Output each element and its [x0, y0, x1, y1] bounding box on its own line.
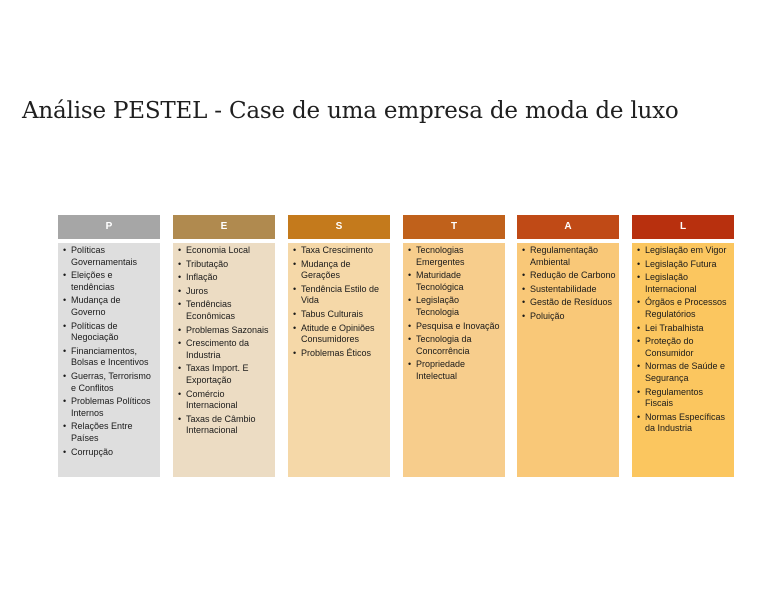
- page-title: Análise PESTEL - Case de uma empresa de moda de luxo: [22, 98, 679, 124]
- list-item: • Financiamentos, Bolsas e Incentivos: [63, 346, 157, 369]
- list-item: • Eleições e tendências: [63, 270, 157, 293]
- column-body-t: [403, 243, 505, 477]
- list-item: • Lei Trabalhista: [637, 323, 731, 335]
- list-item: • Normas Específicas da Industria: [637, 412, 731, 435]
- list-item: • Tecnologias Emergentes: [408, 245, 502, 268]
- list-item: • Sustentabilidade: [522, 284, 616, 296]
- column-header-p: P: [58, 215, 160, 239]
- list-item: • Taxa Crescimento: [293, 245, 387, 257]
- list-item: • Tabus Culturais: [293, 309, 387, 321]
- column-body-a: [517, 243, 619, 477]
- list-item: • Problemas Éticos: [293, 348, 387, 360]
- list-item: • Crescimento da Industria: [178, 338, 272, 361]
- column-body-s: [288, 243, 390, 477]
- pestel-column-social: [288, 215, 390, 478]
- column-body-l: [632, 243, 734, 477]
- list-item: • Proteção do Consumidor: [637, 336, 731, 359]
- column-header-l: L: [632, 215, 734, 239]
- column-body-e: [173, 243, 275, 477]
- list-item: • Pesquisa e Inovação: [408, 321, 502, 333]
- list-item: • Taxas Import. E Exportação: [178, 363, 272, 386]
- list-item: • Tendências Econômicas: [178, 299, 272, 322]
- list-item: • Políticas de Negociação: [63, 321, 157, 344]
- list-item: • Maturidade Tecnológica: [408, 270, 502, 293]
- list-item: • Guerras, Terrorismo e Conflitos: [63, 371, 157, 394]
- list-item: • Redução de Carbono: [522, 270, 616, 282]
- pestel-column-legal: [632, 215, 734, 478]
- column-header-s: S: [288, 215, 390, 239]
- item-list-e: [178, 245, 272, 437]
- list-item: • Normas de Saúde e Segurança: [637, 361, 731, 384]
- item-list-p: [63, 245, 157, 458]
- list-item: • Problemas Políticos Internos: [63, 396, 157, 419]
- list-item: • Legislação Tecnologia: [408, 295, 502, 318]
- list-item: • Propriedade Intelectual: [408, 359, 502, 382]
- list-item: • Comércio Internacional: [178, 389, 272, 412]
- list-item: • Legislação em Vigor: [637, 245, 731, 257]
- list-item: • Políticas Governamentais: [63, 245, 157, 268]
- column-header-e: E: [173, 215, 275, 239]
- list-item: • Órgãos e Processos Regulatórios: [637, 297, 731, 320]
- list-item: • Corrupção: [63, 447, 157, 459]
- column-header-a: A: [517, 215, 619, 239]
- list-item: • Poluição: [522, 311, 616, 323]
- item-list-t: [408, 245, 502, 383]
- list-item: • Juros: [178, 286, 272, 298]
- list-item: • Gestão de Resíduos: [522, 297, 616, 309]
- list-item: • Tendência Estilo de Vida: [293, 284, 387, 307]
- list-item: • Regulamentação Ambiental: [522, 245, 616, 268]
- column-body-p: [58, 243, 160, 477]
- list-item: • Taxas de Câmbio Internacional: [178, 414, 272, 437]
- list-item: • Economia Local: [178, 245, 272, 257]
- list-item: • Atitude e Opiniões Consumidores: [293, 323, 387, 346]
- list-item: • Problemas Sazonais: [178, 325, 272, 337]
- pestel-column-technological: [403, 215, 505, 478]
- pestel-column-political: [58, 215, 160, 478]
- list-item: • Legislação Futura: [637, 259, 731, 271]
- list-item: • Mudança de Gerações: [293, 259, 387, 282]
- list-item: • Inflação: [178, 272, 272, 284]
- pestel-column-environmental: [517, 215, 619, 478]
- item-list-s: [293, 245, 387, 359]
- item-list-l: [637, 245, 731, 435]
- pestel-column-economic: [173, 215, 275, 478]
- list-item: • Tributação: [178, 259, 272, 271]
- column-header-t: T: [403, 215, 505, 239]
- list-item: • Tecnologia da Concorrência: [408, 334, 502, 357]
- list-item: • Regulamentos Fiscais: [637, 387, 731, 410]
- item-list-a: [522, 245, 616, 323]
- list-item: • Legislação Internacional: [637, 272, 731, 295]
- list-item: • Mudança de Governo: [63, 295, 157, 318]
- list-item: • Relações Entre Países: [63, 421, 157, 444]
